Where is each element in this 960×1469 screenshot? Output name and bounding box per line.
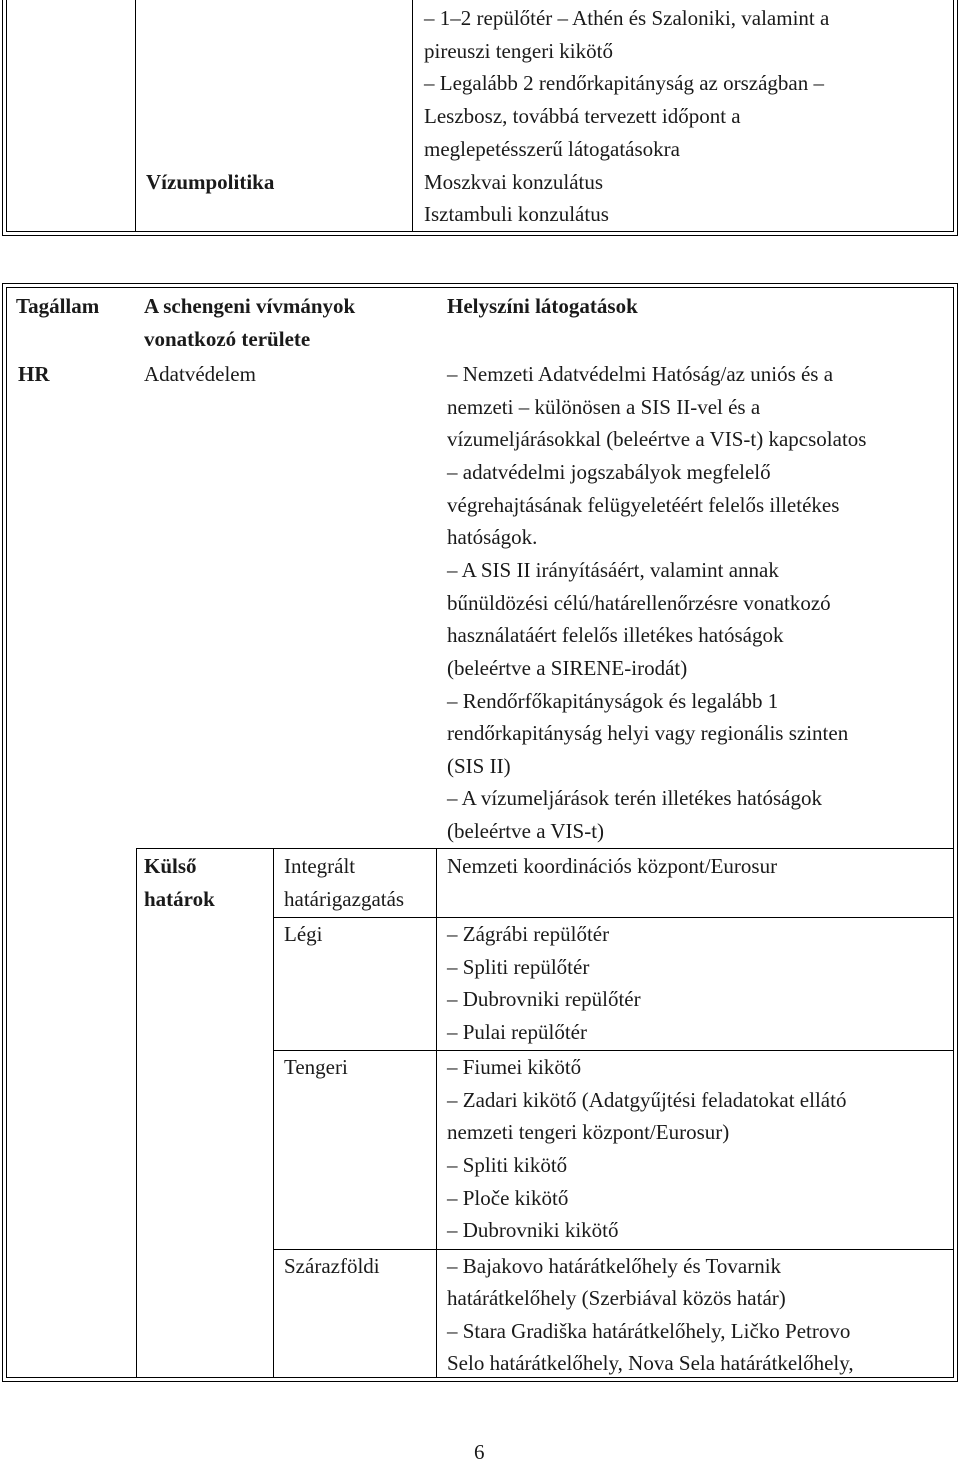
top-table-border-right-outer [957,0,958,236]
land-visit-line: – Stara Gradiška határátkelőhely, Ličko Petrovo [447,1319,851,1343]
sea-visit-line: nemzeti tengeri központ/Eurosur) [447,1120,730,1144]
air-visit-line: – Zágrábi repülőtér [447,922,610,946]
data-protection-label: Adatvédelem [144,362,256,386]
data-protection-line: hatóságok. [447,525,538,549]
data-protection-line: bűnüldözési célú/határellenőrzésre vonatkozó [447,591,831,615]
main-table-border-top-outer [2,283,958,284]
top-visit-line: Isztambuli konzulátus [424,202,609,226]
main-table-border-right-outer [957,283,958,1382]
external-borders-label: Külső [144,854,197,878]
top-table-border-bottom-inner [6,231,954,232]
data-protection-line: – Nemzeti Adatvédelmi Hatóság/az uniós és a [447,362,834,386]
main-table-border-left-inner [6,287,7,1378]
data-protection-line: használatáért felelős illetékes hatóságok [447,623,784,647]
land-visit-line: Selo határátkelőhely, Nova Sela határátkelőhely, [447,1351,854,1375]
sea-visit-line: – Dubrovniki kikötő [447,1218,619,1242]
country-code: HR [18,362,50,386]
header-onsite-visits: Helyszíni látogatások [447,294,638,318]
main-table-border-top-inner [6,287,954,288]
air-visit-line: – Dubrovniki repülőtér [447,987,641,1011]
data-protection-line: – A SIS II irányításáért, valamint annak [447,558,779,582]
top-table-border-right-inner [953,0,954,232]
data-protection-line: (SIS II) [447,754,511,778]
top-visit-line: – Legalább 2 rendőrkapitányság az országban – [424,71,825,95]
main-table-border-left-outer [2,283,3,1382]
header-member-state: Tagállam [16,294,100,318]
air-label: Légi [284,922,323,946]
land-label: Szárazföldi [284,1254,380,1278]
data-protection-line: (beleértve a SIRENE-irodát) [447,656,688,680]
external-borders-box-left [136,848,137,1378]
external-borders-box-divider-label [273,848,274,1378]
top-table-border-bottom-outer [2,235,958,236]
header-schengen-area: vonatkozó területe [144,327,311,351]
air-visit-line: – Pulai repülőtér [447,1020,587,1044]
air-visit-line: – Spliti repülőtér [447,955,590,979]
sea-label: Tengeri [284,1055,348,1079]
top-table-border-left-outer [2,0,3,236]
top-visit-line: Moszkvai konzulátus [424,170,604,194]
external-borders-label: határok [144,887,215,911]
row-divider-integrated [274,917,954,918]
integrated-label: Integrált [284,854,356,878]
data-protection-line: (beleértve a VIS-t) [447,819,605,843]
land-visit-line: határátkelőhely (Szerbiával közös határ) [447,1286,786,1310]
top-visit-line: pireuszi tengeri kikötő [424,39,613,63]
data-protection-line: – adatvédelmi jogszabályok megfelelő [447,460,771,484]
top-visit-line: Leszbosz, továbbá tervezett időpont a [424,104,741,128]
external-borders-box-divider-visits [436,848,437,1378]
page-number: 6 [474,1440,485,1464]
policy-label: Vízumpolitika [146,170,275,194]
top-table-divider-2 [412,0,413,232]
header-schengen-area: A schengeni vívmányok [144,294,356,318]
sea-visit-line: – Spliti kikötő [447,1153,568,1177]
sea-visit-line: – Ploče kikötő [447,1186,569,1210]
top-visit-line: meglepetésszerű látogatásokra [424,137,680,161]
integrated-visit-line: Nemzeti koordinációs központ/Eurosur [447,854,778,878]
data-protection-line: vízumeljárásokkal (beleértve a VIS-t) kapcsolatos [447,427,867,451]
top-table-border-left-inner [6,0,7,232]
top-visit-line: – 1–2 repülőtér – Athén és Szaloniki, valamint a [424,6,830,30]
external-borders-box-top [136,848,954,849]
data-protection-line: rendőrkapitányság helyi vagy regionális szinten [447,721,849,745]
main-table-border-bottom-outer [2,1381,958,1382]
sea-visit-line: – Zadari kikötő (Adatgyűjtési feladatokat ellátó [447,1088,847,1112]
top-table-divider-1 [135,0,136,232]
data-protection-line: – Rendőrfőkapitányságok és legalább 1 [447,689,779,713]
data-protection-line: végrehajtásának felügyeletéért felelős illetékes [447,493,840,517]
data-protection-line: nemzeti – különösen a SIS II-vel és a [447,395,761,419]
sea-visit-line: – Fiumei kikötő [447,1055,582,1079]
data-protection-line: – A vízumeljárások terén illetékes hatóságok [447,786,822,810]
land-visit-line: – Bajakovo határátkelőhely és Tovarnik [447,1254,782,1278]
integrated-label: határigazgatás [284,887,405,911]
row-divider-air [274,1050,954,1051]
main-table-border-right-inner [953,287,954,1378]
